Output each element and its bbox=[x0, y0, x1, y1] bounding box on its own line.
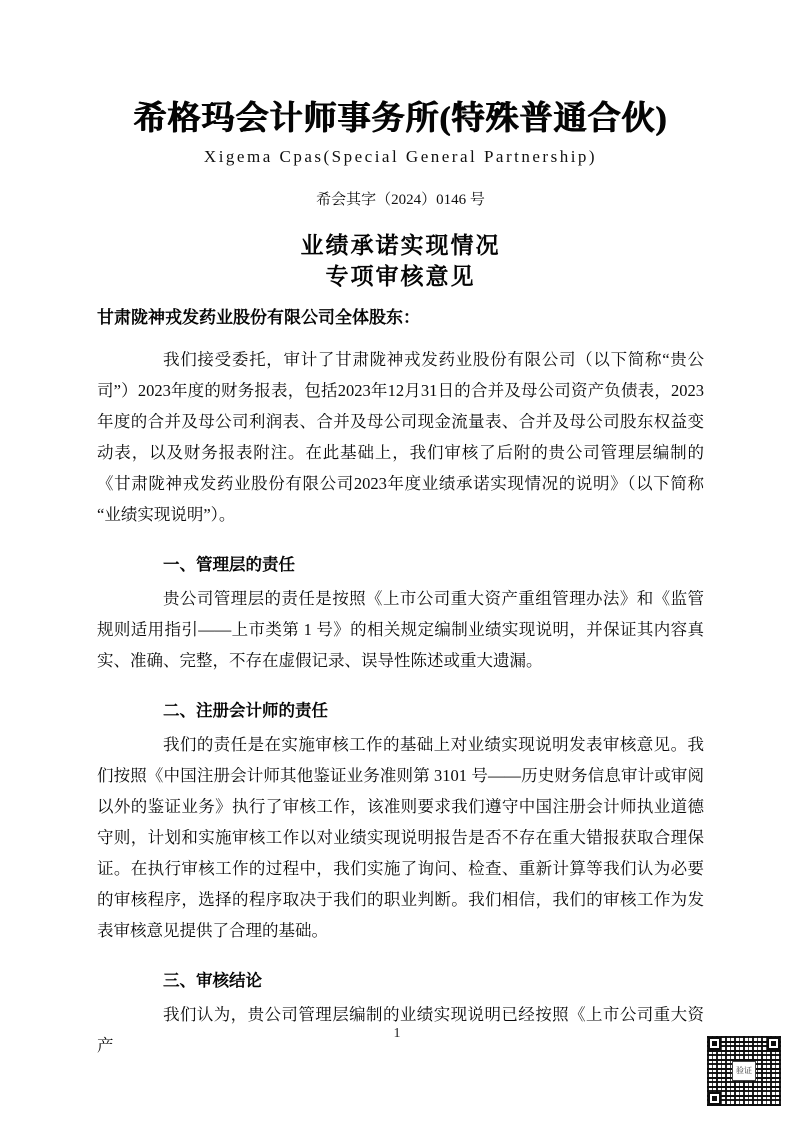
letterhead-firm-name-cn: 希格玛会计师事务所(特殊普通合伙) bbox=[133, 101, 668, 137]
section-3-heading: 三、审核结论 bbox=[163, 972, 262, 990]
intro-paragraph: 我们接受委托，审计了甘肃陇神戎发药业股份有限公司（以下简称“贵公司”）2023年度的财务报表，包括2023年12月31日的合并及母公司资产负债表，2023年度的合并及母公司利润表、合并及母公司现金流量表、合并及母公司股东权益变动表，以及财务报表附注。在此基础上，我们审核了后附的贵公司管理层编制的《甘肃陇神戎发药业股份有限公司2023年度业绩承诺实现情况的说明》（以下简称“业绩实现说明”）。 bbox=[97, 350, 704, 524]
reference-number: 希会其字（2024）0146 号 bbox=[316, 192, 485, 208]
qr-finder-top-left-icon bbox=[708, 1037, 721, 1050]
letterhead-firm-name-en: Xigema Cpas(Special General Partnership) bbox=[203, 147, 598, 166]
document-title-line1: 业绩承诺实现情况 bbox=[300, 233, 501, 258]
section-2-body: 我们的责任是在实施审核工作的基础上对业绩实现说明发表审核意见。我们按照《中国注册会计师其他鉴证业务准则第 3101 号——历史财务信息审计或审阅以外的鉴证业务》执行了审核工作，该准则要求我们遵守中国注册会计师执业道德守则，计划和实施审核工作以对业绩实现说明报告是否不存在重大错报获取合理保证。在执行审核工作的过程中，我们实施了询问、检查、重新计算等我们认为必要的审核程序，选择的程序取决于我们的职业判断。我们相信，我们的审核工作为发表审核意见提供了合理的基础。 bbox=[97, 735, 704, 940]
section-3-body: 我们认为，贵公司管理层编制的业绩实现说明已经按照《上市公司重大资产 bbox=[97, 1005, 704, 1055]
section-1-body: 贵公司管理层的责任是按照《上市公司重大资产重组管理办法》和《监管规则适用指引——上市类第 1 号》的相关规定编制业绩实现说明，并保证其内容真实、准确、完整，不存在虚假记录、误导性陈述或重大遗漏。 bbox=[97, 589, 704, 670]
qr-finder-top-right-icon bbox=[767, 1037, 780, 1050]
addressee-line: 甘肃陇神戎发药业股份有限公司全体股东： bbox=[97, 308, 420, 327]
page-number: 1 bbox=[393, 1026, 401, 1041]
verification-qr-code bbox=[707, 1036, 781, 1106]
section-1-heading: 一、管理层的责任 bbox=[163, 556, 295, 574]
qr-finder-bottom-left-icon bbox=[708, 1092, 721, 1105]
section-2-heading: 二、注册会计师的责任 bbox=[163, 702, 328, 720]
qr-center-label: 验证 bbox=[732, 1061, 756, 1081]
document-title-line2: 专项审核意见 bbox=[325, 264, 476, 289]
